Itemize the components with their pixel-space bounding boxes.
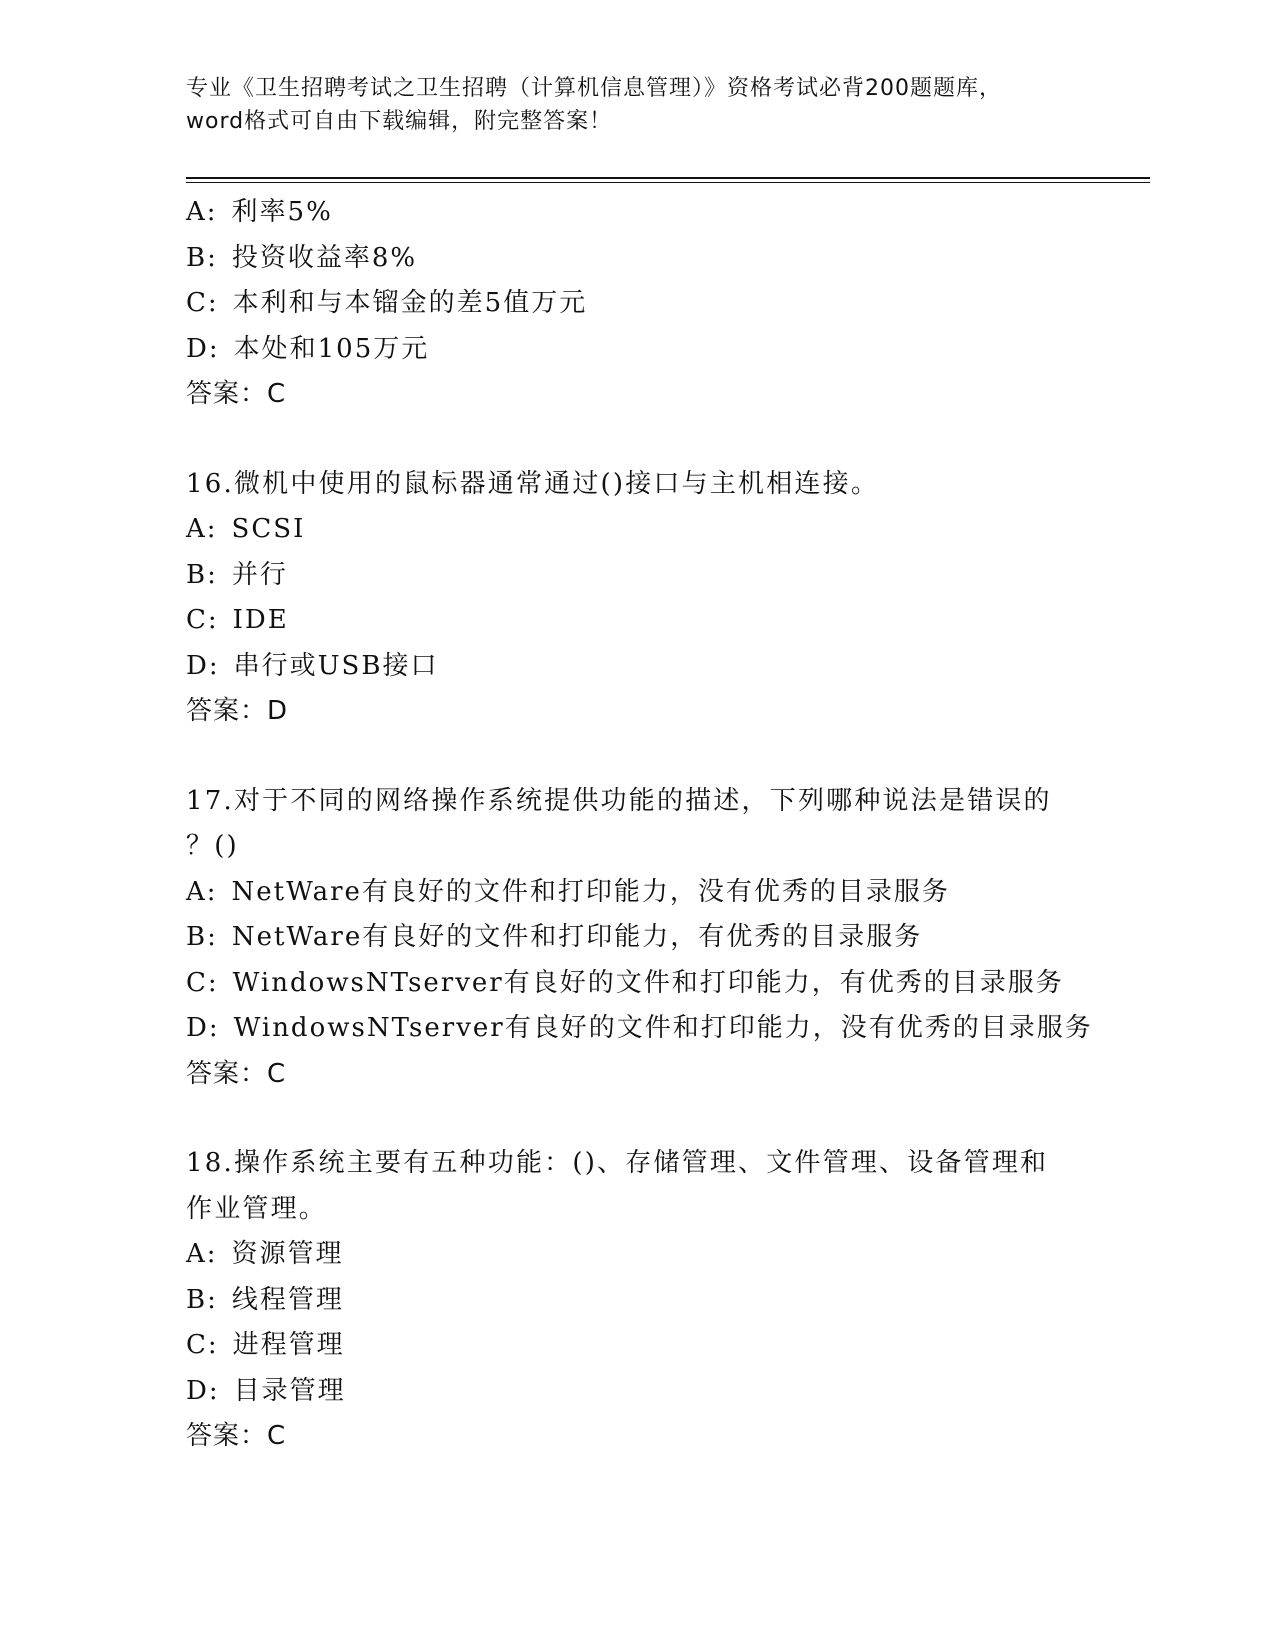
answer: 答案：C (186, 1421, 287, 1451)
header-divider (186, 177, 1150, 179)
option-b: B: 线程管理 (186, 1284, 344, 1315)
option-b: B: 投资收益率8% (186, 242, 418, 273)
option-a: A: NetWare有良好的文件和打印能力，没有优秀的目录服务 (186, 876, 950, 907)
question-text: 16.微机中使用的鼠标器通常通过()接口与主机相连接。 (186, 468, 880, 499)
option-a: A: 利率5% (186, 197, 333, 227)
question-text-line-1: 18.操作系统主要有五种功能：()、存储管理、文件管理、设备管理和 (186, 1148, 1049, 1178)
option-b: B: 并行 (186, 559, 288, 590)
option-b: B: NetWare有良好的文件和打印能力，有优秀的目录服务 (186, 922, 923, 952)
question-text (186, 779, 1086, 870)
header-divider-thin (186, 182, 1150, 183)
answer: 答案：D (186, 696, 289, 726)
option-a: A: 资源管理 (186, 1239, 344, 1269)
answer: 答案：C (186, 379, 287, 409)
option-c: C: 进程管理 (186, 1330, 345, 1360)
option-d: D: 目录管理 (186, 1375, 346, 1406)
question-block-18 (186, 1141, 1086, 1460)
question-list (186, 190, 1093, 1460)
question-text-line-2: ？() (186, 831, 239, 861)
question-text (186, 1141, 1086, 1232)
header-line-2: word格式可自由下载编辑，附完整答案！ (186, 109, 613, 134)
document-header (186, 72, 1086, 138)
header-line-1: 专业《卫生招聘考试之卫生招聘（计算机信息管理）》资格考试必背200题题库， (186, 76, 1002, 101)
option-c: C: WindowsNTserver有良好的文件和打印能力，有优秀的目录服务 (186, 967, 1064, 998)
question-text-line-2: 作业管理。 (186, 1193, 328, 1224)
question-block-15 (186, 190, 1086, 418)
option-d: D: 串行或USB接口 (186, 650, 439, 681)
option-c: C: IDE (186, 605, 289, 635)
question-block-17 (186, 779, 1093, 1098)
answer: 答案：C (186, 1058, 287, 1089)
option-d: D: 本处和105万元 (186, 333, 430, 364)
option-d: D: WindowsNTserver有良好的文件和打印能力，没有优秀的目录服务 (186, 1013, 1093, 1043)
question-block-16 (186, 462, 1086, 735)
option-c: C: 本利和与本镏金的差5值万元 (186, 288, 588, 318)
option-a: A: SCSI (186, 514, 306, 544)
question-text-line-1: 17.对于不同的网络操作系统提供功能的描述，下列哪种说法是错误的 (186, 785, 1052, 816)
